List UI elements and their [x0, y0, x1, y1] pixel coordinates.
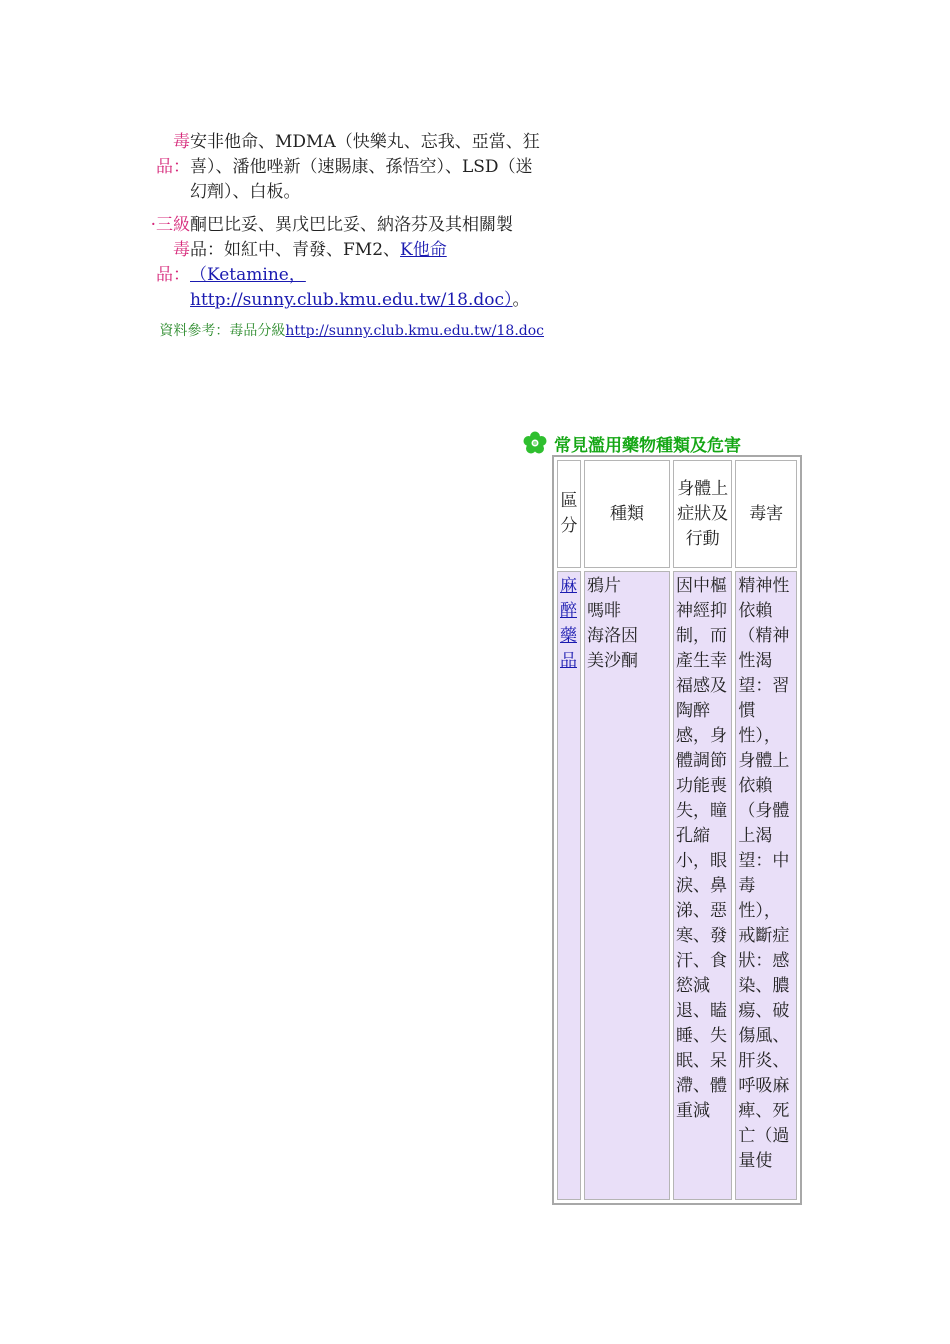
drug-level-list: [148, 130, 544, 343]
section-title: 常見濫用藥物種類及危害: [554, 435, 741, 456]
drug-level-text: [190, 213, 544, 313]
header-symptoms: 身體上症狀及行動: [673, 460, 732, 568]
drug-level-label: ·三級毒品：: [150, 215, 190, 285]
cell-types: 鴉片 嗎啡 海洛因 美沙酮: [584, 571, 670, 1200]
section-heading: [522, 430, 741, 456]
category-link[interactable]: 麻醉藥品: [560, 576, 577, 671]
drug-level-description: 酮巴比妥、異戊巴比妥、納洛芬及其相關製品：如紅中、青發、FM2、: [190, 215, 513, 260]
cell-harm: 精神性依賴（精神性渴望：習慣性），身體上依賴（身體上渴望：中毒性），戒斷症狀：感染、膿瘍、破傷風、肝炎、呼吸麻痺、死亡（過量使: [735, 571, 797, 1200]
reference-link[interactable]: http://sunny.club.kmu.edu.tw/18.doc: [285, 323, 544, 339]
header-harm: 毒害: [735, 460, 797, 568]
drug-level-suffix: 。: [512, 290, 530, 310]
drug-level-item: [148, 130, 544, 205]
cell-category: [557, 571, 581, 1200]
drug-level-text: 安非他命、MDMA（快樂丸、忘我、亞當、狂喜）、潘他唑新（速賜康、孫悟空）、LSD（迷幻劑）、白板。: [190, 132, 540, 202]
reference-line: [148, 319, 544, 343]
ketamine-link[interactable]: K他命（Ketamine，http://sunny.club.kmu.edu.tw/18.doc）: [190, 240, 513, 310]
header-category: 區分: [557, 460, 581, 568]
header-types: 種類: [584, 460, 670, 568]
reference-prefix: 資料參考：毒品分級: [159, 323, 286, 339]
drug-level-item: [148, 213, 544, 313]
table-header-row: [557, 460, 797, 568]
drug-table: [552, 455, 802, 1205]
cell-symptoms: 因中樞神經抑制，而產生幸福感及陶醉感，身體調節功能喪失，瞳孔縮小，眼淚、鼻涕、惡寒、發汗、食慾減退、瞌睡、失眠、呆滯、體重減: [673, 571, 732, 1200]
table-row: [557, 571, 797, 1200]
drug-level-label: 毒品：: [156, 132, 190, 177]
flower-icon: [522, 430, 548, 456]
